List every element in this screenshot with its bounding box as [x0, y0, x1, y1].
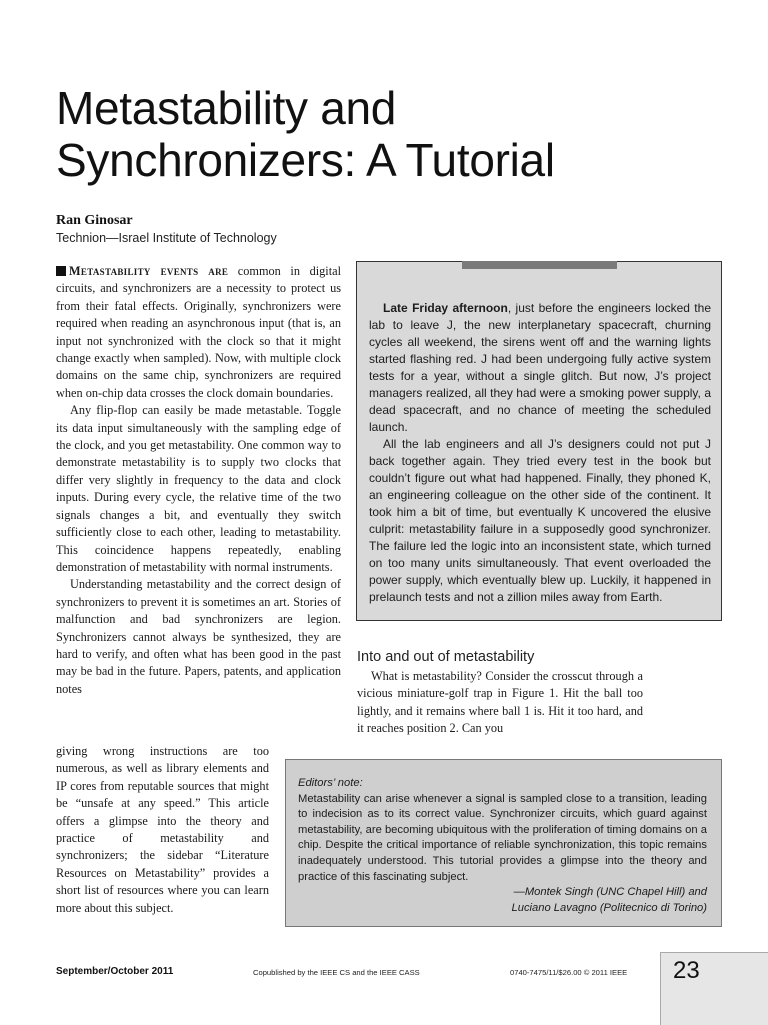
body-paragraph-3: Understanding metastability and the correct design of synchronizers to prevent it is sometimes an art. Stories of malfunction and bad synchronizers are legion. Synchronizers cannot always be synthesized, they are hard to verify, and often what has been good in the past may be bad in the future. Papers, patents, and application notes	[56, 577, 341, 696]
editors-note-heading: Editors’ note:	[298, 777, 363, 789]
editors-note-text: Metastability can arise whenever a signal is sampled close to a transition, leading to indecision as to its correct value. Synchronizer circuits, which guard against metastability, are becoming ubiquitous with the proliferation of timing domains on a chip. Despite the critical importance of reliable synchronization, this topic remains inadequately understood. This tutorial provides a glimpse into the theory and practice of this fascinating subject.	[298, 792, 707, 883]
editors-note-signature	[298, 885, 707, 916]
footer-issue-date: September/October 2011	[56, 966, 174, 977]
footer-publisher: Copublished by the IEEE CS and the IEEE CASS	[253, 968, 420, 977]
sidebar-paragraph-2: All the lab engineers and all J’s designers could not put J back together again. They tried every test in the book but couldn’t figure out what had happened. Finally, they phoned K, an engineering colleague on the other side of the continent. It took him a bit of time, but eventually K uncovered the elusive culprit: metastability failure in a supposedly good synchronizer. The failure led the logic into an inconsistent state, which turned on too many units simultaneously. That event overloaded the power supply, which eventually blew up. Luckily, it happened in prelaunch tests and not a zillion miles away from Earth.	[369, 437, 711, 604]
editors-signature-line-2: Luciano Lavagno (Politecnico di Torino)	[511, 901, 707, 914]
author-name: Ran Ginosar	[56, 213, 133, 228]
body-column	[56, 263, 341, 698]
sidebar-paragraph-1	[369, 300, 711, 436]
editors-note	[285, 759, 722, 927]
body-paragraph-1-text: common in digital circuits, and synchronizers are a necessity to protect us from their fatal effects. Originally, synchronizers were required when reading an asynchronous input (that is, an input not synchronized with the clock so that it might change exactly when sampled). Now, with multiple clock domains on the same chip, synchronizers are required when on-chip data crosses the clock domain boundaries.	[56, 264, 341, 400]
sidebar-tab	[462, 261, 617, 269]
sidebar-paragraph-1-text: , just before the engineers locked the lab to leave J, the new interplanetary spacecraft, churning cycles all weekend, the sirens went off and the warning lights started flashing red. J had been undergoing fully active system tests for a year, without a single glitch. But now, J’s project managers realized, all they had were a smoking power supply, a dead spacecraft, and no chance of meeting the scheduled launch.	[369, 301, 711, 434]
title-line-2: Synchronizers: A Tutorial	[56, 134, 555, 186]
page-number: 23	[673, 957, 700, 984]
body-paragraph-2: Any flip-flop can easily be made metastable. Toggle its data input simultaneously with the sampling edge of the clock, and you get metastability. One common way to demonstrate metastability is to supply two clocks that differ very slightly in frequency to the data and clock inputs. During every cycle, the relative time of the two signals changes a bit, and eventually they switch sufficiently close to each other, leading to metastability. This coincidence happens repeatedly, enabling demonstration of metastability with normal instruments.	[56, 403, 341, 574]
author-affiliation: Technion—Israel Institute of Technology	[56, 231, 277, 245]
body-paragraph-3-wrap: giving wrong instructions are too numerous, as well as library elements and IP cores from reputable sources that might be “unsafe at any speed.” This article offers a glimpse into the theory and practice of metastability and synchronizers; the sidebar “Literature Resources on Metastability” provides a short list of resources where you can learn more about this subject.	[56, 744, 269, 915]
article-title	[56, 82, 736, 186]
lead-in: Metastability events are	[69, 264, 229, 278]
page-number-box	[660, 952, 768, 1025]
section-text: What is metastability? Consider the crosscut through a vicious miniature-golf trap in Figure 1. Hit the ball too lightly, and it remains where ball 1 is. Hit it too hard, and it reaches position 2. Can you	[357, 669, 643, 736]
section-heading: Into and out of metastability	[357, 649, 535, 665]
story-sidebar	[356, 261, 722, 621]
section-marker-icon	[56, 266, 66, 276]
editors-signature-line-1: —Montek Singh (UNC Chapel Hill) and	[513, 886, 707, 899]
body-paragraph-1	[56, 263, 341, 402]
footer-issn: 0740-7475/11/$26.00 © 2011 IEEE	[510, 968, 628, 977]
sidebar-lead: Late Friday afternoon	[383, 301, 508, 315]
title-line-1: Metastability and	[56, 82, 397, 134]
